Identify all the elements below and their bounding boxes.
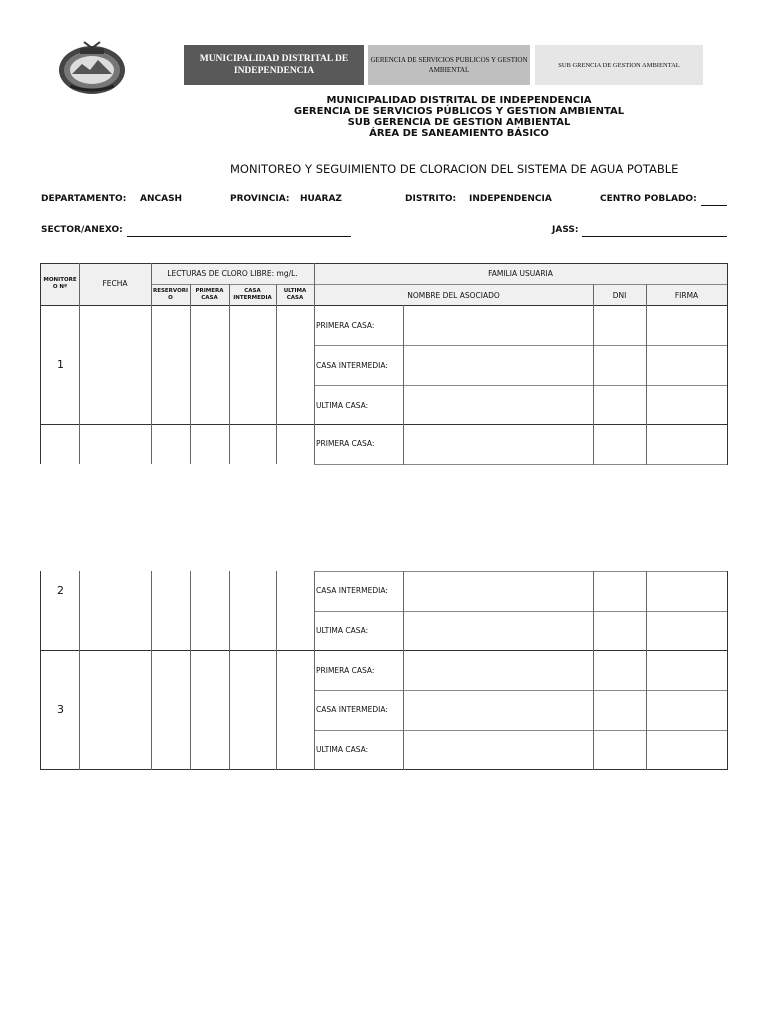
row-label-ultima: ULTIMA CASA: <box>316 401 369 410</box>
row-label-primera: PRIMERA CASA: <box>316 439 375 448</box>
lecturas-header: LECTURAS DE CLORO LIBRE: mg/L. <box>167 269 298 278</box>
col-line <box>40 263 41 464</box>
col-line <box>229 284 230 464</box>
centro-poblado-field[interactable] <box>701 195 727 206</box>
row-divider <box>314 571 727 572</box>
jass-label: JASS: <box>552 225 579 235</box>
col-line <box>646 571 647 770</box>
nombre-asociado-header: NOMBRE DEL ASOCIADO <box>407 291 500 300</box>
distrito-value: INDEPENDENCIA <box>469 194 552 204</box>
departamento-label: DEPARTAMENTO: <box>41 194 127 204</box>
sector-anexo-label: SECTOR/ANEXO: <box>41 225 123 235</box>
col-line <box>151 571 152 770</box>
table-top-border <box>40 263 728 264</box>
header-bottom-border <box>40 305 728 306</box>
row-divider <box>314 345 727 346</box>
primera-casa-header: PRIMERA CASA <box>195 288 224 301</box>
group-divider <box>40 650 728 651</box>
col-line <box>727 263 728 465</box>
group-divider <box>40 424 728 425</box>
ultima-casa-header: ULTIMA CASA <box>283 288 307 301</box>
row-label-ultima: ULTIMA CASA: <box>316 745 369 754</box>
provincia-value: HUARAZ <box>300 194 342 204</box>
col-line <box>314 571 315 770</box>
row-label-intermedia: CASA INTERMEDIA: <box>316 705 388 714</box>
header-box-subgerencia <box>535 45 703 85</box>
familia-usuaria-header: FAMILIA USUARIA <box>488 269 553 278</box>
col-line <box>727 571 728 770</box>
header-box-subgerencia-text: SUB GRENCIA DE GESTION AMBIENTAL <box>558 61 680 69</box>
col-line <box>593 571 594 770</box>
row-label-primera: PRIMERA CASA: <box>316 666 375 675</box>
reservorio-header: RESERVORI O <box>152 288 189 301</box>
header-box-gerencia <box>368 45 530 85</box>
form-title: MONITOREO Y SEGUIMIENTO DE CLORACION DEL SISTEMA DE AGUA POTABLE <box>230 162 679 176</box>
departamento-value: ANCASH <box>140 194 183 204</box>
col-line <box>593 284 594 465</box>
distrito-label: DISTRITO: <box>405 194 457 204</box>
col-line <box>190 571 191 770</box>
row-label-ultima: ULTIMA CASA: <box>316 626 369 635</box>
row-label-intermedia: CASA INTERMEDIA: <box>316 361 388 370</box>
row-divider <box>314 730 727 731</box>
col-line <box>646 284 647 465</box>
heading-line-4: ÁREA DE SANEAMIENTO BÁSICO <box>369 128 549 139</box>
header-divider <box>151 284 727 285</box>
col-line <box>79 263 80 464</box>
monitoreo-number: 2 <box>57 584 64 597</box>
heading-line-1: MUNICIPALIDAD DISTRITAL DE INDEPENDENCIA <box>326 95 592 106</box>
row-label-intermedia: CASA INTERMEDIA: <box>316 586 388 595</box>
heading-line-2: GERENCIA DE SERVICIOS PÚBLICOS Y GESTION AMBIENTAL <box>293 106 625 117</box>
monitoreo-header: MONITORE O Nº <box>43 277 77 290</box>
centro-poblado-label: CENTRO POBLADO: <box>600 194 697 204</box>
document-headings <box>0 95 768 139</box>
col-line <box>276 571 277 770</box>
sector-anexo-field[interactable] <box>127 226 351 237</box>
monitoreo-number: 3 <box>57 703 64 716</box>
row-divider <box>314 690 727 691</box>
header-box-gerencia-text: GERENCIA DE SERVICIOS PUBLICOS Y GESTION AMBIENTAL <box>370 56 528 74</box>
table-bottom-border <box>40 769 728 770</box>
col-line <box>190 284 191 464</box>
row-divider <box>314 385 727 386</box>
col-line <box>40 571 41 770</box>
casa-intermedia-header: CASA INTERMEDIA <box>233 288 272 301</box>
col-line <box>403 571 404 770</box>
firma-header: FIRMA <box>674 291 699 300</box>
heading-line-3: SUB GERENCIA DE GESTION AMBIENTAL <box>347 117 571 128</box>
col-line <box>276 284 277 464</box>
col-line <box>229 571 230 770</box>
row-divider <box>314 464 727 465</box>
col-line <box>403 305 404 465</box>
header-box-municipalidad <box>184 45 364 85</box>
fecha-header: FECHA <box>102 279 128 288</box>
monitoreo-number: 1 <box>57 358 64 371</box>
row-label-primera: PRIMERA CASA: <box>316 321 375 330</box>
row-divider <box>314 611 727 612</box>
col-line <box>79 571 80 770</box>
provincia-label: PROVINCIA: <box>230 194 290 204</box>
jass-field[interactable] <box>582 226 727 237</box>
dni-header: DNI <box>612 291 627 300</box>
municipal-seal-logo <box>56 40 128 96</box>
header-box-municipalidad-text: MUNICIPALIDAD DISTRITAL DE INDEPENDENCIA <box>199 54 349 76</box>
